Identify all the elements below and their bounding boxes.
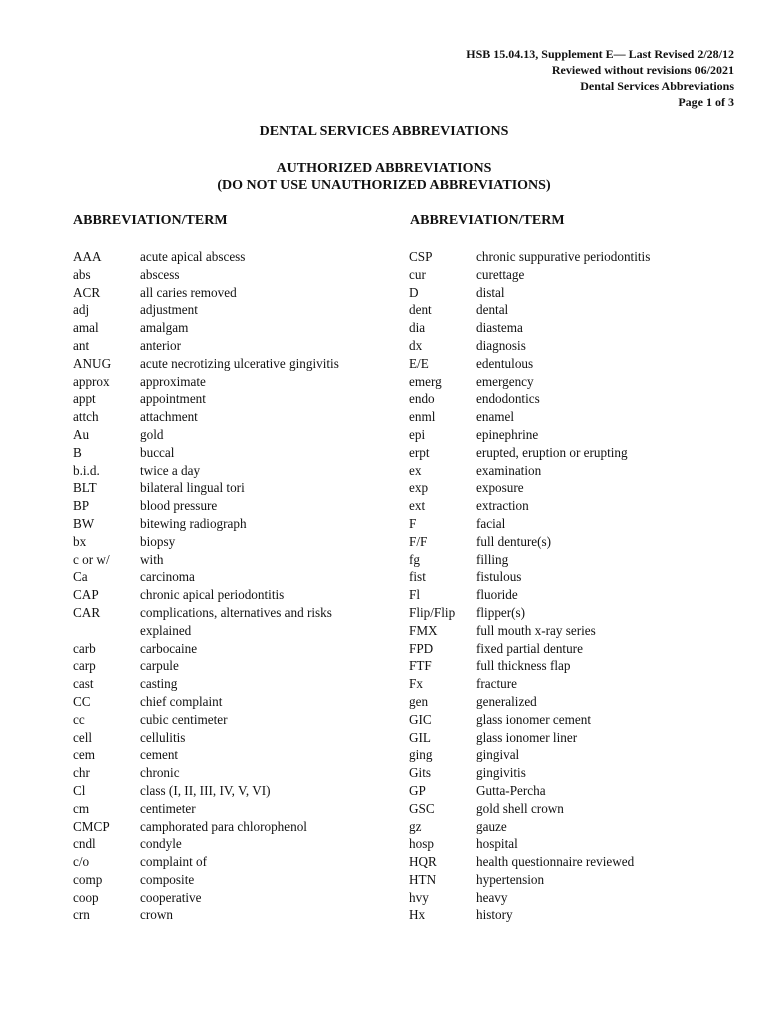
abbreviation: coop	[73, 889, 99, 905]
abbreviation-row	[409, 462, 739, 480]
term: cellulitis	[140, 729, 186, 745]
term: erupted, eruption or erupting	[476, 444, 628, 460]
term: appointment	[140, 391, 206, 407]
term: blood pressure	[140, 498, 218, 514]
abbreviation: hvy	[409, 889, 429, 905]
abbreviation-row	[409, 889, 739, 907]
abbreviation-row	[409, 657, 739, 675]
abbreviation-row	[73, 551, 373, 569]
abbreviation-row	[73, 408, 373, 426]
left-column-heading: ABBREVIATION/TERM	[73, 213, 228, 228]
abbreviation-row	[73, 729, 373, 747]
term: acute necrotizing ulcerative gingivitis	[140, 355, 339, 371]
term: diagnosis	[476, 337, 526, 353]
abbreviation: Gits	[409, 765, 431, 781]
term: carcinoma	[140, 569, 195, 585]
page-subtitle: AUTHORIZED ABBREVIATIONS	[276, 161, 492, 176]
abbreviation: Cl	[73, 782, 86, 798]
abbreviation-row	[409, 871, 739, 889]
term: bilateral lingual tori	[140, 480, 245, 496]
abbreviation: F/F	[409, 533, 428, 549]
term: biopsy	[140, 533, 176, 549]
abbreviation: FTF	[409, 658, 432, 674]
term: dental	[476, 302, 509, 318]
abbreviation-row	[73, 871, 373, 889]
abbreviation: Fl	[409, 587, 420, 603]
abbreviation: ANUG	[73, 355, 112, 371]
term: acute apical abscess	[140, 249, 246, 264]
abbreviation-row	[73, 515, 373, 533]
abbreviation-row	[73, 657, 373, 675]
abbreviation-row	[409, 746, 739, 764]
abbreviation-row	[73, 462, 373, 480]
abbreviation-row	[409, 533, 739, 551]
abbreviation: gen	[409, 693, 429, 709]
abbreviation-row	[409, 373, 739, 391]
term: facial	[476, 515, 506, 531]
abbreviation-row	[409, 640, 739, 658]
abbreviation-row	[409, 800, 739, 818]
abbreviation-row	[73, 444, 373, 462]
abbreviation-row	[409, 551, 739, 569]
abbreviation: carb	[73, 640, 96, 656]
abbreviation: emerg	[409, 373, 442, 389]
term: carbocaine	[140, 640, 198, 656]
page-subtitle-note: (DO NOT USE UNAUTHORIZED ABBREVIATIONS)	[217, 178, 551, 193]
abbreviation: appt	[73, 391, 96, 407]
term: distal	[476, 284, 505, 300]
abbreviation-row	[73, 266, 373, 284]
abbreviation: Hx	[409, 907, 426, 923]
abbreviation-row	[409, 408, 739, 426]
term: epinephrine	[476, 426, 539, 442]
term: full mouth x-ray series	[476, 622, 596, 638]
term: chronic apical periodontitis	[140, 587, 285, 603]
abbreviation: attch	[73, 409, 99, 425]
term: buccal	[140, 444, 175, 460]
abbreviation: chr	[73, 765, 90, 781]
abbreviation: erpt	[409, 444, 430, 460]
abbreviation: CC	[73, 693, 91, 709]
abbreviation: Fx	[409, 676, 423, 692]
abbreviation: CAR	[73, 604, 101, 620]
abbreviation-row	[409, 711, 739, 729]
abbreviation-row	[409, 266, 739, 284]
abbreviation-row	[409, 515, 739, 533]
abbreviation-row	[73, 301, 373, 319]
abbreviation-row	[73, 889, 373, 907]
abbreviation-row	[73, 746, 373, 764]
term: gold	[140, 426, 164, 442]
abbreviation-row	[409, 622, 739, 640]
abbreviation-row	[73, 479, 373, 497]
abbreviation-row	[73, 906, 373, 924]
term: composite	[140, 871, 195, 887]
abbreviation: dia	[409, 320, 426, 336]
term: centimeter	[140, 800, 196, 816]
term: extraction	[476, 498, 529, 514]
term: crown	[140, 907, 173, 923]
abbreviation: ging	[409, 747, 433, 763]
abbreviation: b.i.d.	[73, 462, 100, 478]
abbreviation: hosp	[409, 836, 434, 852]
abbreviation: gz	[409, 818, 422, 834]
abbreviation: Ca	[73, 569, 88, 585]
abbreviation: epi	[409, 426, 426, 442]
abbreviation: approx	[73, 373, 110, 389]
abbreviation: GIC	[409, 711, 432, 727]
abbreviation-row	[73, 568, 373, 586]
abbreviation: dx	[409, 337, 423, 353]
abbreviation: dent	[409, 302, 432, 318]
abbreviation-row	[409, 337, 739, 355]
header-revision-line: HSB 15.04.13, Supplement E— Last Revised 2/28/12	[466, 47, 734, 61]
term: full thickness flap	[476, 658, 571, 674]
term: fistulous	[476, 569, 522, 585]
term: hospital	[476, 836, 518, 852]
abbreviation-row	[409, 586, 739, 604]
term: gold shell crown	[476, 800, 564, 816]
abbreviation: FPD	[409, 640, 434, 656]
abbreviation-row	[409, 301, 739, 319]
abbreviation: cell	[73, 729, 93, 745]
abbreviation: F	[409, 515, 417, 531]
abbreviation: GP	[409, 782, 426, 798]
abbreviation: ex	[409, 462, 422, 478]
abbreviation-row	[73, 248, 373, 266]
abbreviation-row	[409, 444, 739, 462]
term: heavy	[476, 889, 508, 905]
abbreviation: D	[409, 284, 419, 300]
term: amalgam	[140, 320, 189, 336]
term: hypertension	[476, 871, 545, 887]
abbreviation: ant	[73, 337, 90, 353]
term: exposure	[476, 480, 524, 496]
abbreviation: cndl	[73, 836, 96, 852]
abbreviation: cast	[73, 676, 94, 692]
term: edentulous	[476, 355, 534, 371]
abbreviation: BW	[73, 515, 95, 531]
abbreviation-row	[409, 390, 739, 408]
term: cooperative	[140, 889, 202, 905]
term: complications, alternatives and risks	[140, 604, 332, 620]
abbreviation: ACR	[73, 284, 101, 300]
abbreviation-row	[409, 284, 739, 302]
term: complaint of	[140, 854, 208, 870]
abbreviation: cc	[73, 711, 85, 727]
abbreviation: BP	[73, 498, 90, 514]
abbreviation-row	[409, 693, 739, 711]
term: approximate	[140, 373, 206, 389]
abbreviation-row	[409, 853, 739, 871]
abbreviation: CAP	[73, 587, 99, 603]
term: glass ionomer liner	[476, 729, 578, 745]
abbreviation-row	[409, 355, 739, 373]
term: chief complaint	[140, 693, 223, 709]
term: examination	[476, 462, 542, 478]
term: class (I, II, III, IV, V, VI)	[140, 782, 271, 798]
abbreviation-row	[73, 853, 373, 871]
abbreviation: fg	[409, 551, 420, 567]
term: enamel	[476, 409, 515, 425]
abbreviation-row	[73, 586, 373, 604]
abbreviation-row	[73, 390, 373, 408]
term: emergency	[476, 373, 534, 389]
abbreviation: carp	[73, 658, 96, 674]
abbreviation: ext	[409, 498, 426, 514]
term: filling	[476, 551, 509, 567]
term: full denture(s)	[476, 533, 552, 549]
abbreviation: exp	[409, 480, 429, 496]
term: generalized	[476, 693, 537, 709]
abbreviation-row	[409, 568, 739, 586]
abbreviation-row	[73, 355, 373, 373]
abbreviation: Au	[73, 426, 90, 442]
abbreviation: bx	[73, 533, 87, 549]
term: glass ionomer cement	[476, 711, 591, 727]
abbreviation-row	[73, 604, 373, 622]
abbreviation-row	[73, 373, 373, 391]
abbreviation: BLT	[73, 480, 97, 496]
abbreviation: GSC	[409, 800, 435, 816]
abbreviation: Flip/Flip	[409, 604, 456, 620]
abbreviation-row	[409, 675, 739, 693]
abbreviation-row	[409, 497, 739, 515]
abbreviation: cur	[409, 266, 426, 282]
abbreviation-row	[409, 906, 739, 924]
abbreviation: FMX	[409, 622, 438, 638]
term: attachment	[140, 409, 198, 425]
term: with	[140, 551, 164, 567]
abbreviation: B	[73, 444, 82, 460]
header-review-line: Reviewed without revisions 06/2021	[551, 63, 734, 77]
abbreviation-row	[73, 533, 373, 551]
abbreviation: cem	[73, 747, 95, 763]
abbreviation: HTN	[409, 871, 437, 887]
term: gingival	[476, 747, 520, 763]
left-abbreviation-list	[73, 248, 373, 924]
term: health questionnaire reviewed	[476, 854, 635, 870]
term: fixed partial denture	[476, 640, 583, 656]
term: fluoride	[476, 587, 518, 603]
term: chronic suppurative periodontitis	[476, 249, 651, 264]
abbreviation-row	[73, 284, 373, 302]
abbreviation: CMCP	[73, 818, 110, 834]
abbreviation: GIL	[409, 729, 431, 745]
abbreviation-row	[73, 426, 373, 444]
abbreviation-row	[73, 497, 373, 515]
term: Gutta-Percha	[476, 782, 546, 798]
term: all caries removed	[140, 284, 237, 300]
term: condyle	[140, 836, 182, 852]
term: endodontics	[476, 391, 540, 407]
term: gauze	[476, 818, 507, 834]
term: twice a day	[140, 462, 201, 478]
abbreviation: endo	[409, 391, 435, 407]
abbreviation-row	[73, 835, 373, 853]
term: fracture	[476, 676, 517, 692]
abbreviation-row	[73, 319, 373, 337]
abbreviation-row	[409, 782, 739, 800]
abbreviation-row	[73, 640, 373, 658]
abbreviation-row	[73, 675, 373, 693]
page-title: DENTAL SERVICES ABBREVIATIONS	[259, 124, 509, 139]
abbreviation-row	[73, 782, 373, 800]
abbreviation: E/E	[409, 355, 429, 371]
term: explained	[140, 622, 192, 638]
term: anterior	[140, 337, 182, 353]
term: diastema	[476, 320, 523, 336]
term: camphorated para chlorophenol	[140, 818, 307, 834]
abbreviation-row	[409, 729, 739, 747]
abbreviation: AAA	[73, 249, 102, 264]
abbreviation-row	[409, 764, 739, 782]
abbreviation: c or w/	[73, 551, 110, 567]
term: abscess	[140, 266, 180, 282]
abbreviation-row	[73, 818, 373, 836]
abbreviation-row	[73, 622, 373, 640]
term: cement	[140, 747, 179, 763]
term: curettage	[476, 266, 525, 282]
abbreviation: abs	[73, 266, 91, 282]
term: cubic centimeter	[140, 711, 228, 727]
term: casting	[140, 676, 178, 692]
term: bitewing radiograph	[140, 515, 247, 531]
abbreviation: enml	[409, 409, 436, 425]
term: history	[476, 907, 513, 923]
term: flipper(s)	[476, 604, 526, 620]
abbreviation-row	[73, 711, 373, 729]
abbreviation-row	[409, 835, 739, 853]
abbreviation-row	[409, 248, 739, 266]
abbreviation: HQR	[409, 854, 437, 870]
abbreviation-row	[409, 818, 739, 836]
abbreviation: CSP	[409, 249, 433, 264]
term: gingivitis	[476, 765, 526, 781]
term: carpule	[140, 658, 179, 674]
abbreviation: amal	[73, 320, 99, 336]
right-abbreviation-list	[409, 248, 739, 924]
term: chronic	[140, 765, 180, 781]
abbreviation-row	[73, 337, 373, 355]
abbreviation-row	[73, 764, 373, 782]
right-column-heading: ABBREVIATION/TERM	[410, 213, 565, 228]
abbreviation-row	[409, 426, 739, 444]
abbreviation-row	[409, 319, 739, 337]
abbreviation: c/o	[73, 854, 90, 870]
term: adjustment	[140, 302, 198, 318]
abbreviation: cm	[73, 800, 90, 816]
abbreviation: adj	[73, 302, 90, 318]
abbreviation: fist	[409, 569, 426, 585]
abbreviation: comp	[73, 871, 103, 887]
abbreviation-row	[73, 800, 373, 818]
header-document-name: Dental Services Abbreviations	[580, 79, 734, 93]
abbreviation-row	[409, 479, 739, 497]
document-header	[466, 46, 734, 110]
header-page-number: Page 1 of 3	[678, 95, 734, 109]
abbreviation: crn	[73, 907, 90, 923]
abbreviation-row	[73, 693, 373, 711]
abbreviation-row	[409, 604, 739, 622]
